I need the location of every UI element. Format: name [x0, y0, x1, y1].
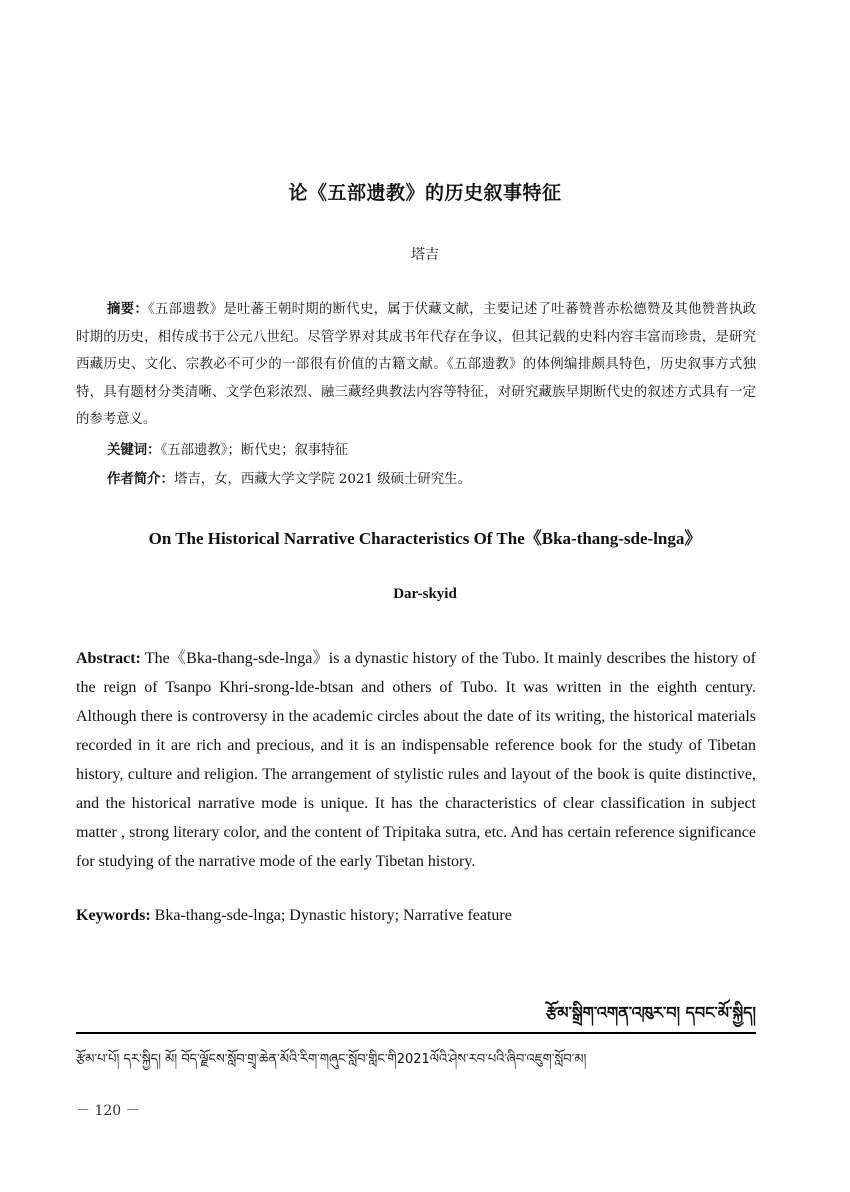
chinese-author-info [107, 468, 757, 487]
english-abstract [76, 644, 756, 876]
chinese-keywords [107, 439, 757, 458]
chinese-author-info-label: 作者简介： [107, 472, 174, 487]
english-abstract-text: The《Bka-thang-sde-lnga》is a dynastic history of the Tubo. It mainly describes the history of the reign of Tsanpo Khri-srong-lde-btsan and others of Tubo. It was written in the eighth century. Although there is controversy in the academic circles about the date of its writing, the historical materials recorded in it are rich and precious, and it is an indispensable reference book for the study of Tibetan history, culture and religion. The arrangement of stylistic rules and layout of the book is quite distinctive, and the historical narrative mode is unique. It has the characteristics of clear classification in subject matter , strong literary color, and the content of Tripitaka sutra, etc. And has certain reference significance for studying of the narrative mode of the early Tibetan history. [76, 650, 756, 870]
english-keywords [76, 907, 756, 925]
page-number: － 120 － [76, 1103, 140, 1119]
english-keywords-label: Keywords: [76, 907, 151, 924]
english-title: On The Historical Narrative Characteristics Of The《Bka-thang-sde-lnga》 [148, 529, 702, 548]
chinese-keywords-text: 《五部遗教》；断代史；叙事特征 [160, 443, 349, 458]
chinese-abstract [76, 296, 756, 434]
tibetan-editor-line: རྩོམ་སྒྲིག་འགན་འཁུར་བ། དབང་མོ་སྐྱིད། [545, 1003, 756, 1022]
tibetan-author-footnote: རྩོམ་པ་པོ། དར་སྐྱིད། མོ། བོད་ལྗོངས་སློབ་གྲྭ་ཆེན་མོའི་རིག་གཞུང་སློབ་གླིང་གི2021ལོའི་ཤེས་རབ་པའི་ཞིབ་འཇུག་སློབ་མ། [76, 1052, 587, 1067]
chinese-title: 论《五部遗教》的历史叙事特征 [288, 182, 562, 204]
english-abstract-label: Abstract: [76, 650, 141, 667]
chinese-author-info-text: 塔吉，女，西藏大学文学院 2021 级硕士研究生。 [173, 472, 471, 487]
chinese-author: 塔吉 [411, 247, 439, 263]
footnote-divider [76, 1032, 756, 1034]
chinese-abstract-text: 《五部遗教》是吐蕃王朝时期的断代史，属于伏藏文献，主要记述了吐蕃赞普赤松德赞及其他赞普执政时期的历史，相传成书于公元八世纪。尽管学界对其成书年代存在争议，但其记载的史料内容丰富而珍贵，是研究西藏历史、文化、宗教必不可少的一部很有价值的古籍文献。《五部遗教》的体例编排颇具特色，历史叙事方式独特，具有题材分类清晰、文学色彩浓烈、融三藏经典教法内容等特征，对研究藏族早期断代史的叙述方式具有一定的参考意义。 [76, 302, 757, 427]
english-author: Dar-skyid [393, 586, 457, 602]
chinese-abstract-label: 摘要： [107, 302, 148, 317]
english-keywords-text: Bka-thang-sde-lnga; Dynastic history; Narrative feature [150, 907, 512, 924]
chinese-keywords-label: 关键词： [107, 443, 161, 458]
